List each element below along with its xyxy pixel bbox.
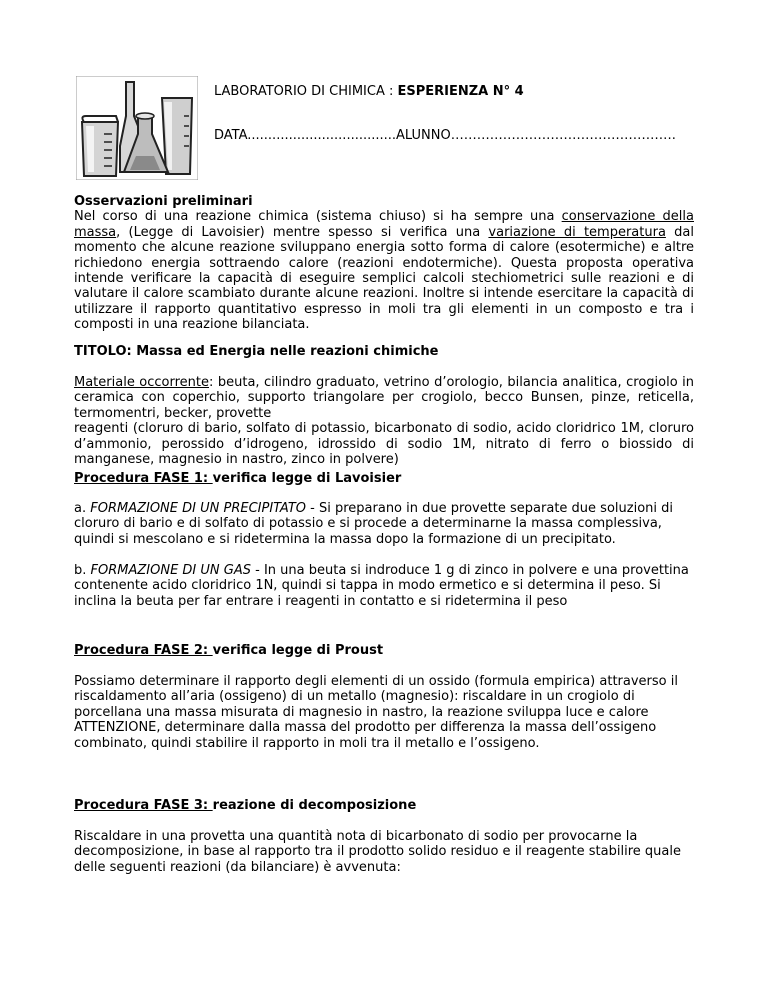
osservazioni-text-2: , (Legge di Lavoisier) mentre spesso si verifica una [116, 224, 489, 240]
fase2-label: Procedura FASE 2: [74, 643, 213, 658]
materiale-list: : beuta, cilindro graduato, vetrino d’orologio, bilancia analitica, crogiolo in ceramica con coperchio, supporto triangolare per crogiolo, becco Bunsen, pinze, reticella, termomentri, becker, provette [74, 375, 694, 421]
fase1-label: Procedura FASE 1: [74, 471, 213, 486]
fase1-item-b [74, 563, 694, 609]
item-a-text: - Si preparano in due provette separate due soluzioni di cloruro di bario e di solfato di potassio e si procede a determinarne la massa complessiva, quindi si mescolano e si ridetermina la massa dopo la formazione di un precipitato. [74, 501, 673, 547]
osservazioni-heading: Osservazioni preliminari [74, 194, 253, 209]
fase1-title: verifica legge di Lavoisier [212, 471, 402, 486]
fase3-heading [74, 798, 694, 813]
osservazioni-text [74, 209, 694, 332]
title-experiment: ESPERIENZA N° 4 [397, 84, 524, 99]
materiale-section [74, 375, 694, 467]
osservazioni-text-3: dal momento che alcune reazione sviluppano energia sotto forma di calore (esotermiche) e altre richiedono energia sottraendo calore (reazioni endotermiche). Questa proposta operativa intende verificare la capacità di eseguire semplici calcoli stechiometrici sulle reazioni e di valutare il calore scambiato durante alcune reazioni. Inoltre si intende esercitare la capacità di utilizzare il rapporto quantitativo espresso in moli tra gli elementi in un composto e tra i composti in una reazione bilanciata. [74, 224, 694, 333]
reagenti-text: reagenti (cloruro di bario, solfato di potassio, bicarbonato di sodio, acido cloridrico 1M, cloruro d’ammonio, perossido d’idrogeno, idrossido di sodio 1M, nitrato di ferro o biossido di manganese, magnesio in nastro, zinco in polvere) [74, 421, 694, 468]
fase3-text: Riscaldare in una provetta una quantità nota di bicarbonato di sodio per provocarne la decomposizione, in base al rapporto tra il prodotto solido residuo e il reagente stabilire quale delle seguenti reazioni (da bilanciare) è avvenuta: [74, 829, 681, 875]
osservazioni-text-1: Nel corso di una reazione chimica (sistema chiuso) si ha sempre una [74, 209, 562, 225]
item-a-label: a. [74, 501, 91, 516]
fase2-heading [74, 643, 694, 658]
conservazione-massa: conservazione della massa [74, 209, 694, 240]
fase1-item-a [74, 501, 694, 547]
item-b-label: b. [74, 563, 91, 578]
lab-glassware-icon [76, 76, 198, 180]
item-b-title: FORMAZIONE DI UN GAS [90, 563, 251, 578]
item-b-text: - In una beuta si indroduce 1 g di zinco in polvere e una provettina contenente acido cloridrico 1N, quindi si tappa in modo ermetico e si determina il peso. Si inclina la beuta per far entrare i reagenti in contatto e si ridetermina il peso [74, 563, 689, 609]
document-title [214, 84, 524, 99]
variazione-temperatura: variazione di temperatura [488, 224, 666, 240]
title-prefix: LABORATORIO DI CHIMICA : [214, 84, 398, 99]
fase3-label: Procedura FASE 3: [74, 798, 213, 813]
data-alunno-line: DATA....................................ALUNNO……………………………………………. [214, 128, 676, 143]
titolo-heading: TITOLO: Massa ed Energia nelle reazioni chimiche [74, 344, 439, 359]
materiale-label: Materiale occorrente [74, 375, 209, 390]
fase2-title: verifica legge di Proust [212, 643, 384, 658]
fase3-title: reazione di decomposizione [212, 798, 417, 813]
osservazioni-section [74, 194, 694, 333]
fase2-text: Possiamo determinare il rapporto degli elementi di un ossido (formula empirica) attraverso il riscaldamento all’aria (ossigeno) di un metallo (magnesio): riscaldare in un crogiolo di porcellana una massa misurata di magnesio in nastro, la reazione sviluppa luce e calore ATTENZIONE, determinare dalla massa del prodotto per differenza la massa dell’ossigeno combinato, quindi stabilire il rapporto in moli tra il metallo e l’ossigeno. [74, 674, 678, 751]
materiale-text [74, 375, 694, 421]
fase1-heading [74, 471, 694, 486]
item-a-title: FORMAZIONE DI UN PRECIPITATO [90, 501, 307, 516]
